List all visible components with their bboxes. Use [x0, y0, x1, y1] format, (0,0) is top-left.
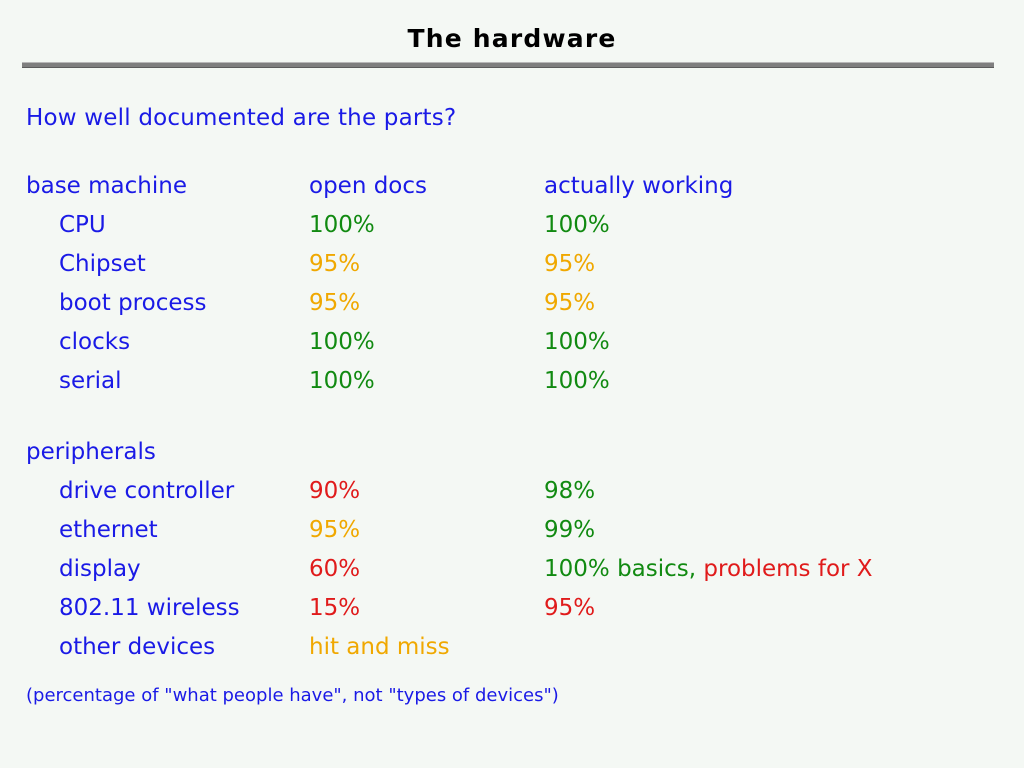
- row-open-docs-value: 95%: [309, 517, 361, 543]
- table-row: [26, 511, 964, 550]
- base-machine-table: [26, 167, 964, 401]
- table-row: [26, 362, 964, 401]
- section-heading-base-machine: base machine: [26, 173, 187, 199]
- row-working-value: 95%: [544, 251, 596, 277]
- row-open-docs-value: 95%: [309, 251, 361, 277]
- row-working-value: 100%: [544, 368, 610, 394]
- column-header-actually-working-2: [544, 433, 964, 472]
- row-open-docs-value: 15%: [309, 595, 361, 621]
- spacer: [26, 401, 998, 433]
- page-title: The hardware: [407, 24, 617, 53]
- row-open-docs-value: 60%: [309, 556, 361, 582]
- row-open-docs-value: 90%: [309, 478, 361, 504]
- row-label: drive controller: [59, 478, 235, 504]
- row-label: serial: [59, 368, 122, 394]
- table-row: [26, 323, 964, 362]
- row-label: other devices: [59, 634, 216, 660]
- table-header-row: [26, 433, 964, 472]
- row-working-value-group: [544, 550, 964, 589]
- row-working-value: [544, 628, 964, 667]
- table-header-row: [26, 167, 964, 206]
- column-header-open-docs: open docs: [309, 173, 428, 199]
- table-row: [26, 284, 964, 323]
- slide-body: [26, 105, 998, 706]
- row-open-docs-value: 95%: [309, 290, 361, 316]
- row-working-value: 100%: [544, 329, 610, 355]
- table-row: [26, 628, 964, 667]
- table-row: [26, 245, 964, 284]
- column-header-open-docs-2: [309, 433, 544, 472]
- row-label: boot process: [59, 290, 207, 316]
- row-label: clocks: [59, 329, 131, 355]
- title-divider: [22, 62, 994, 68]
- row-label: Chipset: [59, 251, 146, 277]
- spacer: [26, 145, 998, 167]
- row-working-value: 99%: [544, 517, 596, 543]
- row-open-docs-value: hit and miss: [309, 634, 450, 660]
- row-working-value: 95%: [544, 290, 596, 316]
- row-working-value: 100%: [544, 212, 610, 238]
- table-row: [26, 206, 964, 245]
- table-row: [26, 550, 964, 589]
- column-header-actually-working: actually working: [544, 173, 734, 199]
- row-open-docs-value: 100%: [309, 212, 375, 238]
- row-open-docs-value: 100%: [309, 329, 375, 355]
- peripherals-table: [26, 433, 964, 667]
- table-row: [26, 472, 964, 511]
- row-label: ethernet: [59, 517, 158, 543]
- row-label: CPU: [59, 212, 106, 238]
- row-working-value: 98%: [544, 478, 596, 504]
- row-label: 802.11 wireless: [59, 595, 240, 621]
- row-working-note: problems for X: [703, 556, 873, 582]
- row-open-docs-value: 100%: [309, 368, 375, 394]
- table-row: [26, 589, 964, 628]
- section-heading-peripherals: peripherals: [26, 439, 156, 465]
- row-label: display: [59, 556, 141, 582]
- row-working-value: 95%: [544, 595, 596, 621]
- footnote: (percentage of "what people have", not "types of devices"): [26, 685, 559, 706]
- row-working-value: 100% basics,: [544, 556, 697, 582]
- question-line: How well documented are the parts?: [26, 105, 457, 131]
